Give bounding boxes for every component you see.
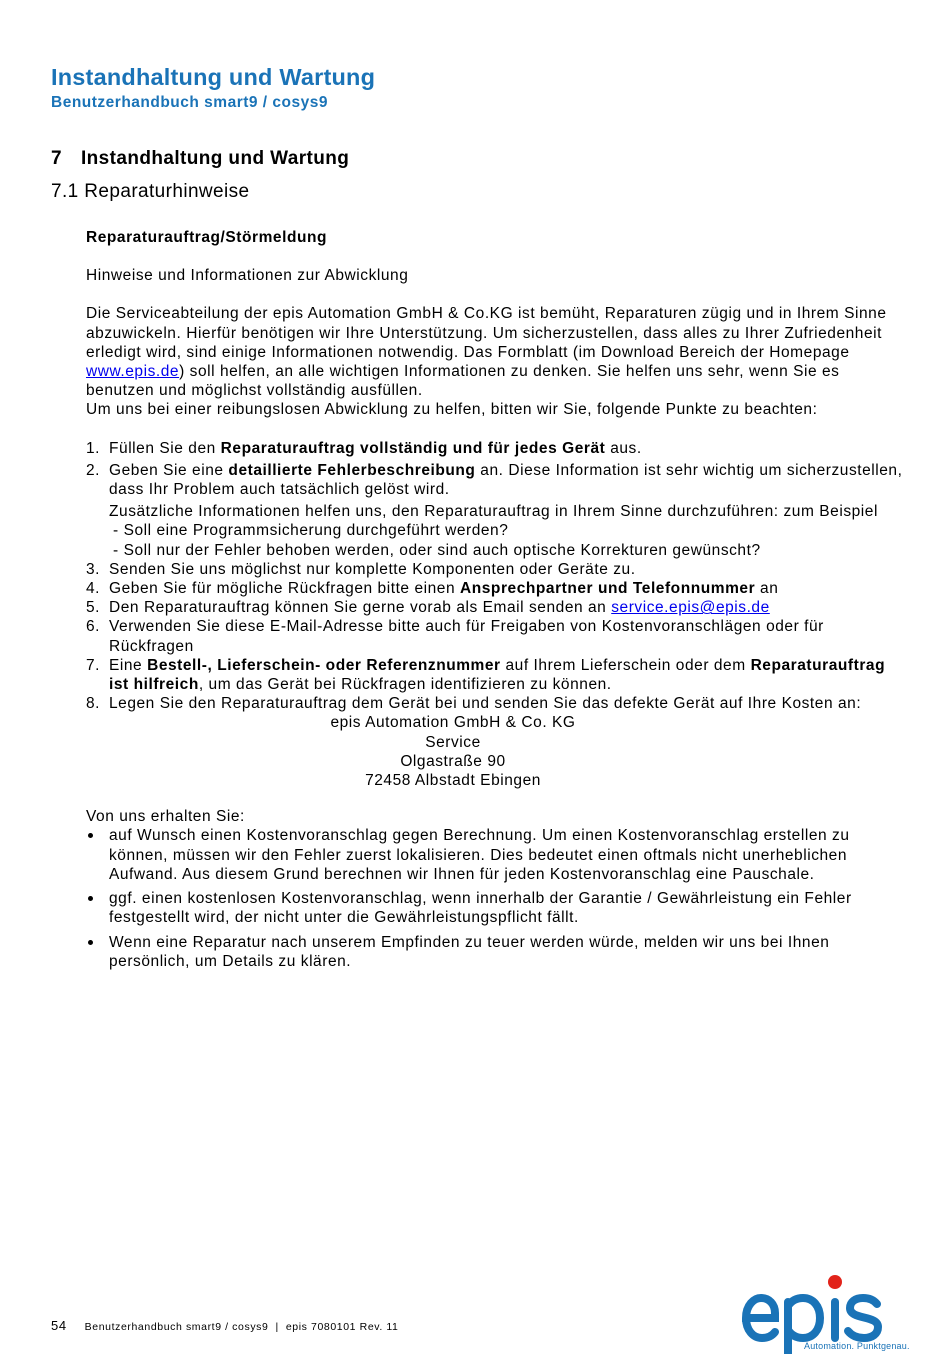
handling-hint: Hinweise und Informationen zur Abwicklung [86, 267, 409, 285]
list-item: 1. Füllen Sie den Reparaturauftrag vollständig und für jedes Gerät aus. [86, 439, 642, 457]
chapter-heading [51, 148, 349, 170]
repair-order-heading: Reparaturauftrag/Störmeldung [86, 229, 328, 246]
intro-paragraph-2: Um uns bei einer reibungslosen Abwicklung zu helfen, bitten wir Sie, folgende Punkte zu beachten: [86, 401, 818, 419]
service-email-link[interactable]: service.epis@epis.de [611, 599, 770, 617]
list-item: 5. Den Reparaturauftrag können Sie gerne vorab als Email senden an service.epis@epis.de [86, 599, 770, 617]
service-address [0, 713, 820, 790]
additional-info: Zusätzliche Informationen helfen uns, den Reparaturauftrag in Ihrem Sinne durchzuführen: zum Beispiel [109, 503, 878, 521]
section-heading: 7.1 Reparaturhinweise [51, 181, 250, 202]
bullet-icon [88, 940, 93, 945]
footer-text: Benutzerhandbuch smart9 / cosys9 | epis 7080101 Rev. 11 [84, 1321, 399, 1333]
address-city: 72458 Albstadt Ebingen [365, 772, 541, 790]
intro-paragraph: Die Serviceabteilung der epis Automation GmbH & Co.KG ist bemüht, Reparaturen zügig und in Ihrem Sinne abzuwickeln. Hierfür benötigen wir Ihre Unterstützung. Um sicherzustellen, dass alles zu Ihrer Zufriedenheit erledigt wird, sind einige Informationen notwendig. Das Formblatt (im Download Bereich der Homepage www.epis.de) soll helfen, an alle wichtigen Informationen zu denken. Sie helfen uns sehr, wenn Sie es benutzen und möglichst vollständig ausfüllen. [86, 305, 887, 400]
dash-item: - Soll nur der Fehler behoben werden, oder sind auch optische Korrekturen gewünscht? [113, 541, 761, 559]
header-title: Instandhaltung und Wartung [51, 64, 376, 90]
bullet-icon [88, 896, 93, 901]
list-item: 6. Verwenden Sie diese E-Mail-Adresse bitte auch für Freigaben von Kostenvoranschlägen oder für Rückfragen [86, 618, 824, 655]
list-item: 3. Senden Sie uns möglichst nur komplette Komponenten oder Geräte zu. [86, 560, 636, 578]
list-item: ggf. einen kostenlosen Kostenvoranschlag, wenn innerhalb der Garantie / Gewährleistung ein Fehler festgestellt wird, der nicht unter die Gewährleistungspflicht fällt. [86, 889, 906, 927]
bullet-icon [88, 833, 93, 838]
page-footer [51, 1318, 398, 1333]
list-item: 4. Geben Sie für mögliche Rückfragen bitte einen Ansprechpartner und Telefonnummer an [86, 580, 779, 598]
address-street: Olgastraße 90 [400, 752, 506, 770]
list-item: 2. Geben Sie eine detaillierte Fehlerbeschreibung an. Diese Information ist sehr wichtig um sicherzustellen, dass Ihr Problem auch tatsächlich gelöst wird. Zusätzliche Informationen helfen uns, den Reparaturauftrag in Ihrem Sinne durchzuführen: zum Beispiel - Soll eine Programmsicherung durchgeführt werden? - Soll nur der Fehler behoben werden, oder sind auch optische Korrekturen gewünscht? [86, 461, 906, 560]
chapter-number: 7 [51, 148, 62, 169]
document-body [86, 228, 906, 976]
list-item: 7. Eine Bestell-, Lieferschein- oder Referenznummer auf Ihrem Lieferschein oder dem Reparaturauftrag ist hilfreich, um das Gerät bei Rückfragen identifizieren zu können. [86, 656, 886, 694]
chapter-title: Instandhaltung und Wartung [81, 148, 350, 169]
page-number: 54 [51, 1318, 67, 1333]
list-item: auf Wunsch einen Kostenvoranschlag gegen Berechnung. Um einen Kostenvoranschlag erstellen zu können, müssen wir den Fehler zuerst lokalisieren. Dies bedeutet einen oftmals nicht unerheblichen Aufwand. Aus diesem Grund berechnen wir Ihnen für jeden Kostenvoranschlag eine Pauschale. [86, 826, 906, 884]
address-department: Service [425, 733, 481, 751]
list-item: 8. Legen Sie den Reparaturauftrag dem Gerät bei und senden Sie das defekte Gerät auf Ihre Kosten an: [86, 695, 862, 713]
bullet-list [86, 826, 906, 970]
steps-list [86, 439, 906, 714]
address-company: epis Automation GmbH & Co. KG [330, 714, 576, 732]
header-subtitle: Benutzerhandbuch smart9 / cosys9 [51, 94, 328, 111]
website-link[interactable]: www.epis.de [86, 363, 180, 381]
received-intro: Von uns erhalten Sie: [86, 808, 245, 826]
dash-item: - Soll eine Programmsicherung durchgeführt werden? [113, 522, 509, 540]
logo-tagline: Automation. Punktgenau. [804, 1341, 910, 1351]
list-item: Wenn eine Reparatur nach unserem Empfinden zu teuer werden würde, melden wir uns bei Ihnen persönlich, um Details zu klären. [86, 933, 906, 971]
